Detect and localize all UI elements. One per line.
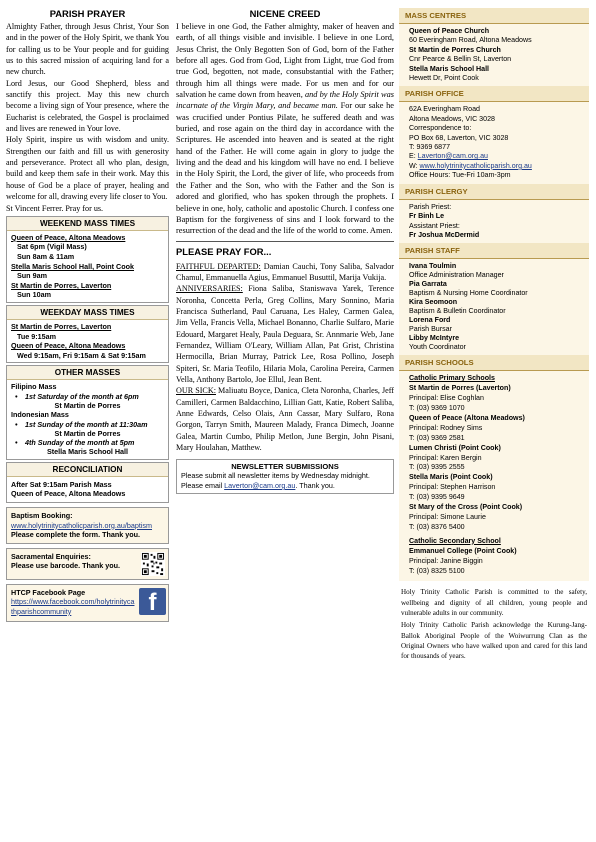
parish-schools-title: PARISH SCHOOLS	[399, 355, 589, 371]
school-phone: T: (03) 8325 5100	[409, 566, 465, 575]
school-principal: Principal: Elise Coghlan	[409, 394, 484, 403]
right-column	[399, 8, 589, 662]
school-phone: T: (03) 9369 2581	[409, 433, 465, 442]
parish-staff-title: PARISH STAFF	[399, 243, 589, 259]
reconciliation-location: Queen of Peace, Altona Meadows	[11, 489, 126, 499]
centre-address: Cnr Pearce & Bellin St, Laverton	[409, 55, 512, 64]
weekend-mass-box	[6, 216, 169, 303]
filipino-mass-location: St Martin de Porres	[54, 400, 121, 410]
creed-title: NICENE CREED	[249, 8, 321, 19]
office-hours: Office Hours: Tue-Fri 10am-3pm	[409, 171, 511, 180]
clergy-name: Fr Binh Le	[409, 212, 445, 221]
middle-column	[176, 8, 394, 494]
anniversaries-label: ANNIVERSARIES:	[176, 284, 243, 294]
filipino-mass-time: • 1st Saturday of the month at 6pm	[11, 392, 164, 401]
other-masses-title: OTHER MASSES	[7, 366, 168, 380]
office-po-box: PO Box 68, Laverton, VIC 3028	[409, 133, 509, 142]
mass-time: Wed 9:15am, Fri 9:15am & Sat 9:15am	[17, 350, 146, 360]
mass-time: Sat 6pm (Vigil Mass)	[17, 242, 87, 252]
reconciliation-title: RECONCILIATION	[7, 463, 168, 477]
prayer-paragraph: Holy Spirit, inspire us with wisdom and unity. Strengthen our faith and fill us with generosity and perseverance. Protect all who plan, design, build and keep them safe in their work. May this house of God be a place of prayer, healing and welcome for all, drawing every life closer to You.	[6, 135, 169, 202]
creed-text: I believe in one God, the Father almighty, maker of heaven and earth, of all things visible and invisible. I believe in one Lord, Jesus Christ, the Only Begotten Son of God, born of the Father before all ages. God from God, Light from Light, true God from true God, begotten, not made, consubstantial with the Father; through him all things were made. For us men and for our salvation he came down from heaven,	[176, 22, 394, 100]
office-email-link[interactable]: Laverton@cam.org.au	[417, 152, 488, 161]
staff-name: Ivana Toulmin	[409, 262, 457, 271]
mass-time: Sun 8am & 11am	[17, 252, 75, 262]
newsletter-text: . Thank you.	[295, 480, 335, 490]
mass-location: Queen of Peace, Altona Meadows	[11, 341, 126, 351]
sick-label: OUR SICK:	[176, 386, 216, 396]
office-email-label: E:	[409, 152, 418, 161]
secondary-school-heading: Catholic Secondary School	[409, 536, 501, 545]
nicene-creed	[176, 21, 394, 237]
indonesian-mass-time: • 4th Sunday of the month at 5pm	[11, 438, 164, 447]
staff-role: Baptism & Bulletin Coordinator	[409, 307, 506, 316]
newsletter-line: Please submit all newsletter items by Wednesday midnight.	[181, 471, 370, 481]
mass-location: St Martin de Porres, Laverton	[11, 322, 112, 331]
weekday-mass-box	[6, 305, 169, 363]
office-correspondence: Correspondence to:	[409, 124, 472, 133]
parish-prayer	[6, 21, 169, 214]
school-name: Queen of Peace (Altona Meadows)	[409, 413, 525, 422]
staff-role: Youth Coordinator	[409, 343, 466, 352]
office-web-label: W:	[409, 161, 420, 170]
clergy-name: Fr Joshua McDermid	[409, 230, 480, 239]
baptism-note: Please complete the form. Thank you.	[11, 530, 141, 540]
newsletter-text: Please email	[181, 480, 225, 490]
school-name: Lumen Christi (Point Cook)	[409, 443, 501, 452]
prayer-paragraph: Lord Jesus, our Good Shepherd, bless and sanctify this project. May this new church become a living sign of Your presence, where the Eucharist is celebrated, the Gospel is proclaimed and lives are renewed in Your love.	[6, 78, 169, 134]
mass-time: Sun 10am	[17, 290, 51, 300]
facebook-box	[6, 584, 169, 622]
staff-role: Baptism & Nursing Home Coordinator	[409, 289, 528, 298]
clergy-role: Parish Priest:	[409, 202, 452, 211]
school-name: St Martin de Porres (Laverton)	[409, 384, 511, 393]
school-principal: Principal: Karen Bergin	[409, 453, 482, 462]
newsletter-line	[181, 481, 389, 491]
prayer-title: PARISH PRAYER	[49, 8, 126, 19]
centre-address: 60 Everingham Road, Altona Meadows	[409, 36, 532, 45]
office-web-link[interactable]: www.holytrinitycatholicparish.org.au	[419, 161, 532, 170]
creed-text: For our sake he was crucified under Pontius Pilate, he suffered death and was buried, and rose again on the third day in accordance with the Scriptures. He ascended into heaven and is seated at the right hand of the Father. He will come again in glory to judge the living and the dead and his kingdom will have no end. I believe in the Holy Spirit, the Lord, the giver of life, who proceeds from the Father and the Son, who with the Father and the Son is adored and glorified, who has spoken through the prophets. I believe in one, holy, catholic and apostolic Church. I confess one Baptism for the forgiveness of sins and I look forward to the resurrection of the dead and the life of the world to come. Amen.	[176, 101, 394, 236]
indonesian-mass-time: • 1st Sunday of the month at 11:30am	[11, 420, 164, 429]
school-principal: Principal: Rodney Sims	[409, 423, 483, 432]
staff-name: Pia Garrata	[409, 280, 447, 289]
facebook-icon[interactable]: f	[139, 588, 166, 615]
pray-title: PLEASE PRAY FOR...	[176, 245, 272, 257]
sacramental-box	[6, 548, 169, 580]
staff-name: Lorena Ford	[409, 316, 451, 325]
primary-schools-heading: Catholic Primary Schools	[409, 374, 495, 383]
baptism-link[interactable]: www.holytrinitycatholicparish.org.au/baptism	[11, 520, 153, 530]
prayer-paragraph: St Vincent Ferrer. Pray for us.	[6, 203, 104, 213]
reconciliation-time: After Sat 9:15am Parish Mass	[11, 479, 112, 489]
indonesian-mass-heading: Indonesian Mass	[11, 410, 69, 420]
baptism-heading: Baptism Booking:	[11, 510, 73, 520]
school-name: Emmanuel College (Point Cook)	[409, 546, 517, 555]
mass-location: Stella Maris School Hall, Point Cook	[11, 261, 135, 271]
left-column	[6, 8, 169, 622]
office-address: Altona Meadows, VIC 3028	[409, 114, 495, 123]
newsletter-box	[176, 459, 394, 493]
school-principal: Principal: Stephen Harrison	[409, 483, 496, 492]
anniversaries-names: Fiona Saliba, Staniswava Yarek, Terence Noronha, Concetta Perla, Greg Collins, Mary Sonnino, Maria Francisca Sutherland, Paul Caruana, Les Haley, Carmen Galea, Jim Vella, Francis Vella, Michael Bonanno, Charlie Sulfaro, Marie Edouard, Margaret Healy, Paula Deguara, Sr. Annmarie Web, Jane Fernandez, William O'Leary, William Allan, Pat Grist, Christina Hermocilla, Brian Murray, Patrick Lee, Rosa Pollino, Joseph Spiteri, Sr. Maria Teofilo, Hilaria Mola, Carolina Pereira, Carmen Vella, Anthony Bartolo, Joe Ellul, Jean Bent.	[176, 284, 394, 384]
sick-names: Maliuatu Boyce, Danica, Cleta Noronha, Charles, Jeff Camilleri, Carmen Baldacchino, Lillian Gatt, Katie, Robert Saliba, Anne Edwards, Celso Olais, Ann Cassar, Mary Sulfaro, Rona Gorgon, Tarryn Smith, Maureen Malady, Franca Dimech, Joanne Galea, Martin Cumbo, Philip Metlon, June Bergin, John Pisani, Mary Houlahan, Matthew.	[176, 386, 394, 453]
school-principal: Principal: Simone Laurie	[409, 513, 486, 521]
departed-names: Damian Cauchi, Tony Saliba, Salvador Chamul, Emmanuella Agius, Emmanuel Busuttil, Marija Vukija.	[176, 261, 394, 282]
prayer-paragraph: Almighty Father, through Jesus Christ, Your Son and in the power of the Holy Spirit, we thank You for calling us to be Your people and for guiding us to this sacred mission of acquiring land for a new church.	[6, 22, 169, 77]
school-phone: T: (03) 9395 2555	[409, 463, 465, 472]
sacramental-note: Please use barcode. Thank you.	[11, 561, 121, 571]
faithful-departed	[176, 261, 394, 284]
creed-italic: and by the Holy Spirit was incarnate of the Virgin Mary, and became man.	[176, 90, 394, 111]
school-name: St Mary of the Cross (Point Cook)	[409, 503, 523, 512]
departed-label: FAITHFUL DEPARTED:	[176, 261, 261, 271]
school-principal: Principal: Janine Biggin	[409, 556, 483, 565]
newsletter-title: NEWSLETTER SUBMISSIONS	[231, 462, 339, 472]
office-phone: T: 9369 6877	[409, 143, 451, 152]
acknowledgement-of-country: Holy Trinity Catholic Parish acknowledge the Kurung-Jang-Ballok Aboriginal People of the Woiwurrung Clan as the Original Owners who have walked upon and cared for this land for thousands of years.	[401, 621, 587, 661]
weekday-mass-title: WEEKDAY MASS TIMES	[7, 306, 168, 320]
qr-code-icon[interactable]	[141, 552, 165, 576]
indonesian-mass-location: St Martin de Porres	[54, 428, 121, 438]
staff-name: Libby McIntyre	[409, 334, 460, 343]
mass-time: Sun 9am	[17, 271, 47, 281]
office-address: 62A Everingham Road	[409, 105, 480, 114]
baptism-box	[6, 507, 169, 544]
centre-name: Stella Maris School Hall	[409, 64, 490, 73]
school-phone: T: (03) 9369 1070	[409, 404, 465, 413]
reconciliation-box	[6, 462, 169, 503]
parish-info-panel	[399, 8, 589, 581]
filipino-mass-heading: Filipino Mass	[11, 382, 57, 392]
sacramental-heading: Sacramental Enquiries:	[11, 551, 91, 561]
safeguarding-statement: Holy Trinity Catholic Parish is committed to the safety, wellbeing and dignity of all children, young people and vulnerable adults in our community.	[401, 588, 587, 618]
weekend-mass-title: WEEKEND MASS TIMES	[7, 217, 168, 231]
facebook-link[interactable]: https://www.facebook.com/holytrinitycathparishcommunity	[11, 597, 135, 616]
centre-name: Queen of Peace Church	[409, 27, 490, 35]
parish-clergy-title: PARISH CLERGY	[399, 184, 589, 200]
mass-location: Queen of Peace, Altona Meadows	[11, 232, 126, 242]
centre-name: St Martin de Porres Church	[409, 45, 501, 54]
mass-centres-title: MASS CENTRES	[399, 8, 589, 24]
staff-role: Office Administration Manager	[409, 271, 504, 280]
centre-address: Hewett Dr, Point Cook	[409, 74, 479, 83]
other-masses-box	[6, 365, 169, 459]
school-name: Stella Maris (Point Cook)	[409, 473, 493, 482]
newsletter-email-link[interactable]: Laverton@cam.org.au	[224, 480, 296, 490]
anniversaries	[176, 283, 394, 385]
school-phone: T: (03) 8376 5400	[409, 522, 465, 531]
mass-location: St Martin de Porres, Laverton	[11, 280, 112, 290]
clergy-role: Assistant Priest:	[409, 221, 460, 230]
our-sick	[176, 385, 394, 453]
indonesian-mass-location: Stella Maris School Hall	[46, 447, 129, 457]
school-phone: T: (03) 9395 9649	[409, 493, 465, 502]
parish-office-title: PARISH OFFICE	[399, 86, 589, 102]
facebook-heading: HTCP Facebook Page	[11, 587, 86, 597]
staff-role: Parish Bursar	[409, 325, 452, 334]
divider	[176, 241, 394, 242]
staff-name: Kira Seomoon	[409, 298, 458, 307]
mass-time: Tue 9:15am	[17, 331, 57, 341]
